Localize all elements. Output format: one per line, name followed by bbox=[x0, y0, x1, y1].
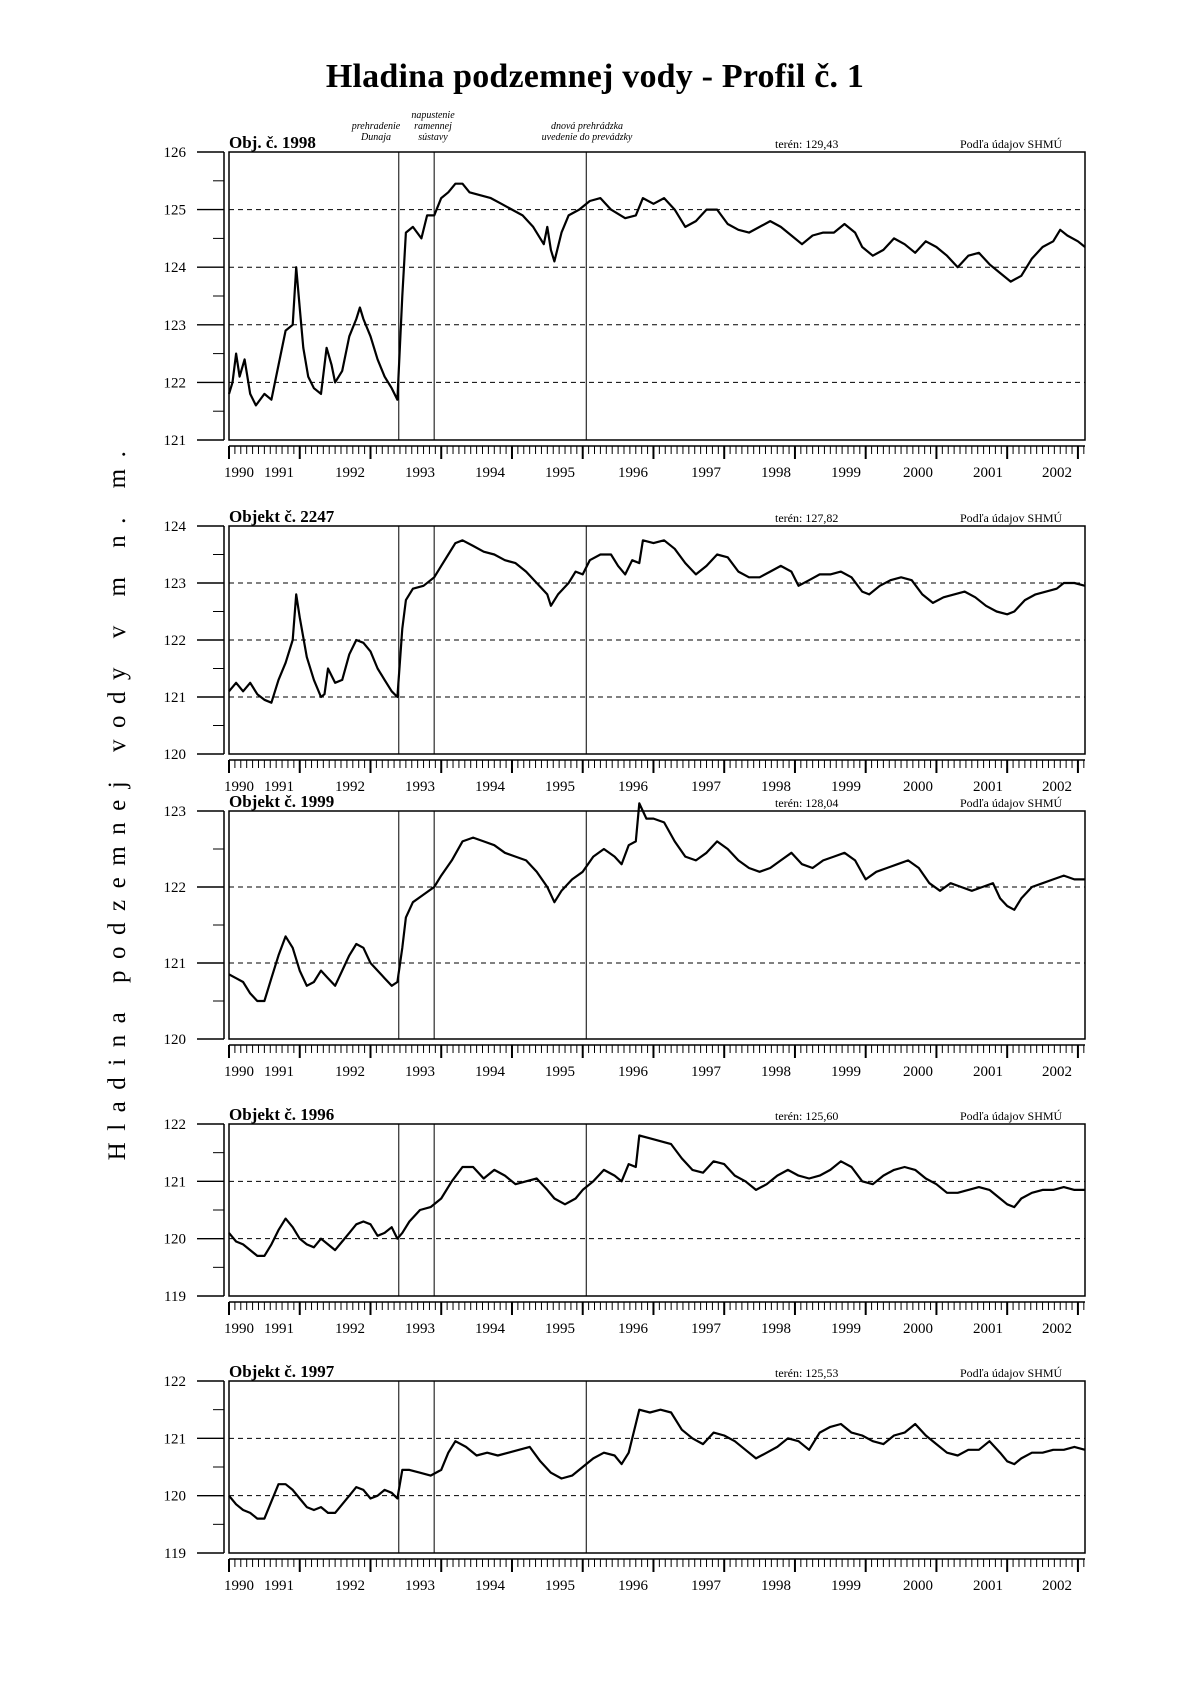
teren-label: terén: 129,43 bbox=[775, 137, 839, 151]
x-tick-label: 1997 bbox=[691, 1321, 721, 1337]
event-label: dnová prehrádzka bbox=[550, 121, 624, 132]
x-tick-label: 1997 bbox=[691, 465, 721, 481]
y-tick-label: 121 bbox=[163, 1431, 186, 1448]
x-tick-label: 2000 bbox=[903, 779, 933, 795]
x-tick-label: 1999 bbox=[831, 465, 861, 481]
y-tick-label: 121 bbox=[163, 433, 186, 449]
x-tick-label: 2001 bbox=[973, 1321, 1003, 1337]
teren-label: terén: 125,60 bbox=[775, 1109, 839, 1123]
chart-panel-3 bbox=[164, 792, 1086, 1080]
chart-panel-5 bbox=[164, 1362, 1086, 1594]
panel-title: Objekt č. 1999 bbox=[229, 792, 335, 811]
x-tick-label: 2000 bbox=[903, 465, 933, 481]
plot-frame bbox=[229, 1381, 1085, 1553]
x-tick-label: 1991 bbox=[264, 1578, 294, 1594]
y-tick-label: 123 bbox=[163, 576, 186, 592]
x-tick-label: 1994 bbox=[475, 1578, 505, 1594]
chart-panel-4 bbox=[164, 1105, 1086, 1337]
x-tick-label: 1994 bbox=[475, 465, 505, 481]
x-tick-label: 1996 bbox=[618, 779, 648, 795]
y-tick-label: 121 bbox=[163, 956, 186, 972]
page-title: Hladina podzemnej vody - Profil č. 1 bbox=[325, 58, 865, 95]
x-tick-label: 1997 bbox=[691, 779, 721, 795]
y-tick-label: 120 bbox=[163, 1231, 186, 1248]
x-tick-label: 2002 bbox=[1042, 1064, 1072, 1080]
x-tick-label: 1999 bbox=[831, 779, 861, 795]
x-tick-label: 1993 bbox=[405, 1578, 435, 1594]
y-tick-label: 120 bbox=[163, 1488, 186, 1505]
x-tick-label: 1998 bbox=[761, 1578, 791, 1594]
y-tick-label: 122 bbox=[163, 633, 186, 649]
x-tick-label: 1999 bbox=[831, 1578, 861, 1594]
x-tick-label: 1994 bbox=[475, 1321, 505, 1337]
x-tick-label: 2000 bbox=[903, 1321, 933, 1337]
y-tick-label: 123 bbox=[163, 317, 186, 334]
plot-frame bbox=[229, 811, 1085, 1039]
x-tick-label: 1995 bbox=[545, 465, 575, 481]
x-tick-label: 2002 bbox=[1042, 1321, 1072, 1337]
source-label: Podľa údajov SHMÚ bbox=[960, 511, 1063, 525]
event-label: prehradenie bbox=[351, 121, 401, 132]
x-tick-label: 1992 bbox=[335, 1578, 365, 1594]
x-tick-label: 1993 bbox=[405, 465, 435, 481]
x-tick-label: 1993 bbox=[405, 1064, 435, 1080]
source-label: Podľa údajov SHMÚ bbox=[960, 796, 1063, 810]
x-tick-label: 1999 bbox=[831, 1321, 861, 1337]
y-tick-label: 119 bbox=[164, 1289, 186, 1305]
x-tick-label: 1998 bbox=[761, 1064, 791, 1080]
x-tick-label: 1997 bbox=[691, 1578, 721, 1594]
event-label: Dunaja bbox=[361, 132, 391, 143]
x-tick-label: 1991 bbox=[264, 779, 294, 795]
x-tick-label: 1998 bbox=[761, 465, 791, 481]
y-tick-label: 120 bbox=[163, 747, 186, 763]
x-tick-label: 1992 bbox=[335, 465, 365, 481]
source-label: Podľa údajov SHMÚ bbox=[960, 1109, 1063, 1123]
event-label: uvedenie do prevádzky bbox=[541, 132, 633, 143]
teren-label: terén: 128,04 bbox=[775, 796, 839, 810]
x-tick-label: 2002 bbox=[1042, 1578, 1072, 1594]
x-tick-label: 1996 bbox=[618, 1578, 648, 1594]
y-tick-label: 120 bbox=[163, 1032, 186, 1048]
source-label: Podľa údajov SHMÚ bbox=[960, 1366, 1063, 1380]
y-tick-label: 124 bbox=[163, 260, 186, 277]
x-tick-label: 1994 bbox=[475, 779, 505, 795]
x-tick-label: 2000 bbox=[903, 1064, 933, 1080]
y-tick-label: 122 bbox=[163, 1374, 186, 1390]
series-line bbox=[229, 1410, 1085, 1519]
plot-frame bbox=[229, 1124, 1085, 1296]
y-tick-label: 125 bbox=[163, 202, 186, 219]
y-tick-label: 122 bbox=[163, 375, 186, 392]
series-line bbox=[229, 184, 1085, 406]
series-line bbox=[229, 803, 1085, 1001]
x-tick-label: 1993 bbox=[405, 779, 435, 795]
plot-frame bbox=[229, 152, 1085, 440]
chart-panel-1 bbox=[164, 133, 1086, 481]
x-tick-label: 1991 bbox=[264, 465, 294, 481]
series-line bbox=[229, 540, 1085, 702]
panel-title: Objekt č. 1996 bbox=[229, 1105, 335, 1124]
x-tick-label: 1998 bbox=[761, 779, 791, 795]
x-tick-label: 1991 bbox=[264, 1321, 294, 1337]
x-tick-label: 1996 bbox=[618, 1321, 648, 1337]
x-tick-label: 2001 bbox=[973, 779, 1003, 795]
x-tick-label: 2001 bbox=[973, 465, 1003, 481]
event-label: ramennej bbox=[414, 121, 452, 132]
x-tick-label: 1990 bbox=[224, 465, 254, 481]
series-line bbox=[229, 1136, 1085, 1256]
x-tick-label: 1995 bbox=[545, 1321, 575, 1337]
x-tick-label: 1996 bbox=[618, 465, 648, 481]
x-tick-label: 1997 bbox=[691, 1064, 721, 1080]
y-tick-label: 122 bbox=[163, 880, 186, 896]
source-label: Podľa údajov SHMÚ bbox=[960, 137, 1063, 151]
y-axis-label-text: Hladina podzemnej vody v m n. m. bbox=[104, 439, 131, 1161]
y-tick-label: 122 bbox=[163, 1117, 186, 1133]
x-tick-label: 1992 bbox=[335, 1321, 365, 1337]
x-tick-label: 1993 bbox=[405, 1321, 435, 1337]
x-tick-label: 2001 bbox=[973, 1578, 1003, 1594]
x-tick-label: 1990 bbox=[224, 1321, 254, 1337]
x-tick-label: 2000 bbox=[903, 1578, 933, 1594]
x-tick-label: 1990 bbox=[224, 1064, 254, 1080]
chart-panel-2 bbox=[164, 507, 1086, 795]
x-tick-label: 1996 bbox=[618, 1064, 648, 1080]
panel-title: Objekt č. 2247 bbox=[229, 507, 335, 526]
event-label: napustenie bbox=[411, 110, 455, 121]
x-tick-label: 1995 bbox=[545, 779, 575, 795]
x-tick-label: 1995 bbox=[545, 1064, 575, 1080]
x-tick-label: 1992 bbox=[335, 1064, 365, 1080]
x-tick-label: 1992 bbox=[335, 779, 365, 795]
x-tick-label: 1990 bbox=[224, 1578, 254, 1594]
y-tick-label: 121 bbox=[163, 690, 186, 706]
x-tick-label: 1994 bbox=[475, 1064, 505, 1080]
x-tick-label: 1999 bbox=[831, 1064, 861, 1080]
x-tick-label: 2002 bbox=[1042, 465, 1072, 481]
x-tick-label: 2002 bbox=[1042, 779, 1072, 795]
panel-title: Objekt č. 1997 bbox=[229, 1362, 335, 1381]
y-tick-label: 126 bbox=[163, 145, 186, 161]
y-tick-label: 123 bbox=[163, 804, 186, 820]
y-tick-label: 124 bbox=[163, 519, 186, 535]
x-tick-label: 2001 bbox=[973, 1064, 1003, 1080]
x-tick-label: 1991 bbox=[264, 1064, 294, 1080]
x-tick-label: 1998 bbox=[761, 1321, 791, 1337]
x-tick-label: 1995 bbox=[545, 1578, 575, 1594]
teren-label: terén: 127,82 bbox=[775, 511, 839, 525]
panel-title: Obj. č. 1998 bbox=[229, 133, 316, 152]
teren-label: terén: 125,53 bbox=[775, 1366, 839, 1380]
y-tick-label: 119 bbox=[164, 1546, 186, 1562]
y-tick-label: 121 bbox=[163, 1174, 186, 1191]
event-label: sústavy bbox=[418, 132, 448, 143]
x-tick-label: 1990 bbox=[224, 779, 254, 795]
